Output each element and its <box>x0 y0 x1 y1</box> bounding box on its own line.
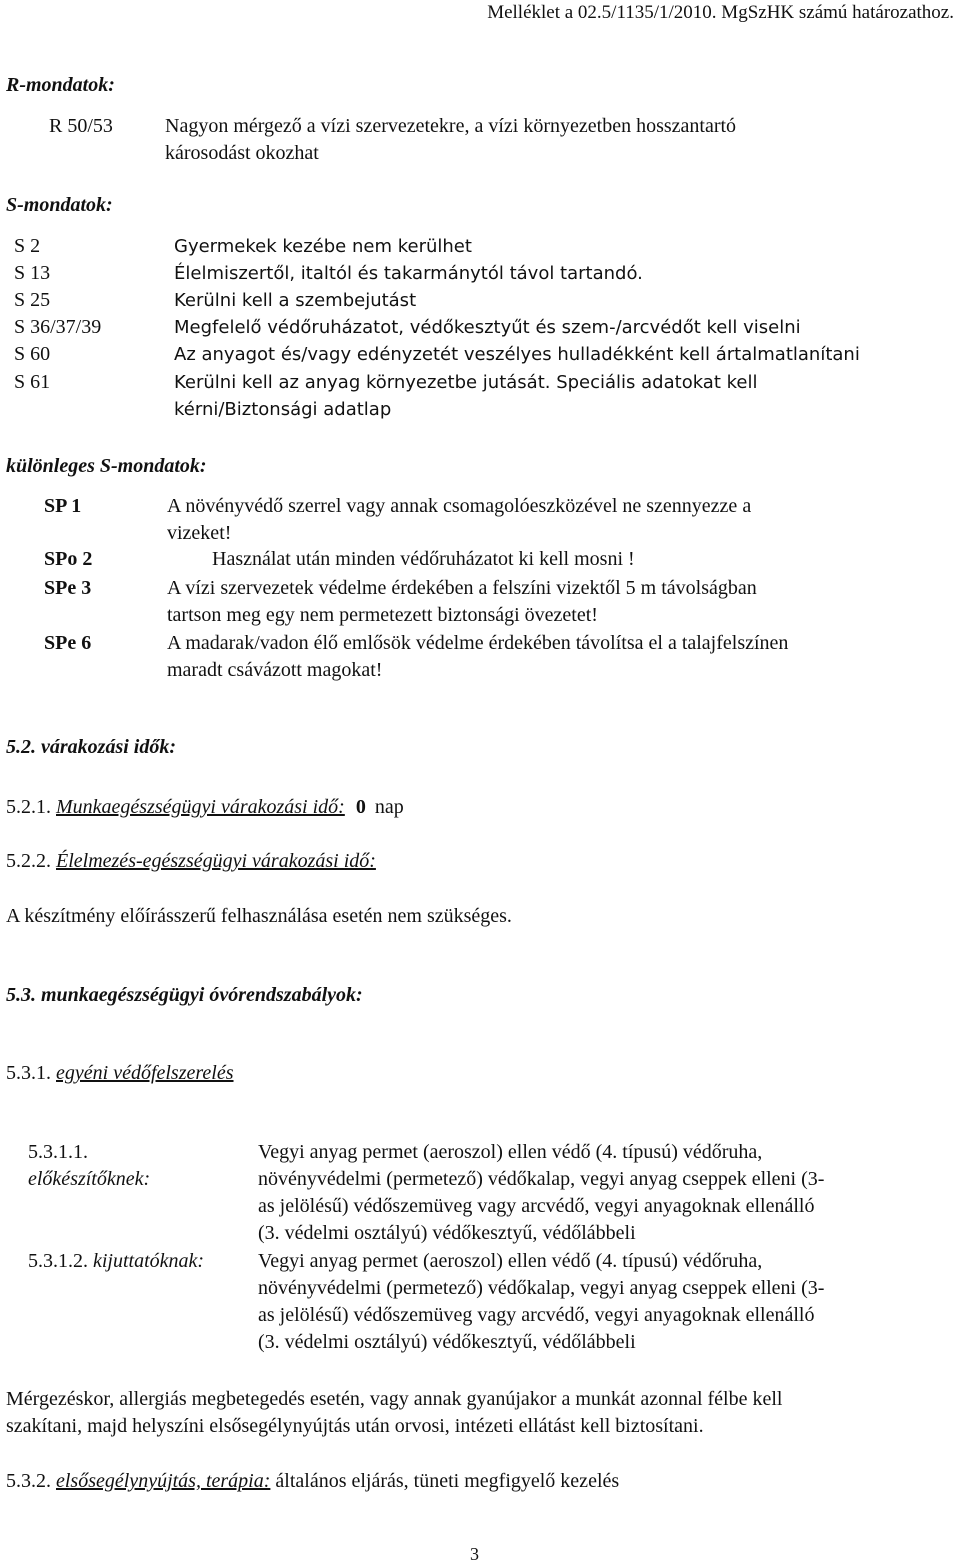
first-aid-label: elsősegélynyújtás, terápia: <box>56 1470 271 1492</box>
preparers-line: as jelölésű) védőszemüveg vagy arcvédő, vegyi anyagoknak ellenálló <box>258 1195 815 1217</box>
special-text-line-2: tartson meg egy nem permetezett biztonsági övezetet! <box>167 604 598 626</box>
work-waiting-num: 5.2.1. <box>6 796 51 818</box>
preparers-line: Vegyi anyag permet (aeroszol) ellen védő (4. típusú) védőruha, <box>258 1141 763 1163</box>
waiting-heading: 5.2. várakozási idők: <box>6 736 176 758</box>
preparers-label: előkészítőknek: <box>28 1168 151 1190</box>
s-text: Az anyagot és/vagy edényzetét veszélyes hulladékként kell ártalmatlanítani <box>174 344 860 365</box>
applicators-label-row <box>28 1248 204 1274</box>
special-text-line-1: A növényvédő szerrel vagy annak csomagolóeszközével ne szennyezze a <box>167 495 752 517</box>
work-waiting-unit: nap <box>374 796 404 818</box>
special-code: SPe 6 <box>44 632 92 654</box>
s-text: Megfelelő védőruházatot, védőkesztyűt és szem-/arcvédőt kell viselni <box>174 317 801 338</box>
special-code: SPo 2 <box>44 548 93 570</box>
special-text-line-1: A vízi szervezetek védelme érdekében a felszíni vizektől 5 m távolságban <box>167 577 757 599</box>
s-code: S 25 <box>14 289 51 311</box>
s-code: S 60 <box>14 343 51 365</box>
poisoning-text-line-2: szakítani, majd helyszíni elsősegélynyújtás után orvosi, intézeti ellátást kell biztosítani. <box>6 1415 704 1437</box>
s-text: Kerülni kell a szembejutást <box>174 290 417 311</box>
special-code: SP 1 <box>44 495 82 517</box>
preparers-line: növényvédelmi (permetező) védőkalap, vegyi anyag cseppek elleni (3- <box>258 1168 825 1190</box>
special-section-title: különleges S-mondatok: <box>6 455 207 477</box>
special-text: Használat után minden védőruházatot ki kell mosni ! <box>212 548 635 570</box>
r-section-title: R-mondatok: <box>6 74 115 96</box>
r-code: R 50/53 <box>49 115 113 137</box>
food-waiting-row <box>6 848 376 874</box>
s-code: S 36/37/39 <box>14 316 102 338</box>
preparers-num: 5.3.1.1. <box>28 1141 88 1163</box>
food-waiting-num: 5.2.2. <box>6 850 51 872</box>
special-text-line-1: A madarak/vadon élő emlősök védelme érdekében távolítsa el a talajfelszínen <box>167 632 789 654</box>
s-text-line-1: Kerülni kell az anyag környezetbe jutását. Speciális adatokat kell <box>174 372 758 393</box>
s-code: S 61 <box>14 371 51 393</box>
s-text-line-2: kérni/Biztonsági adatlap <box>174 399 392 420</box>
preparers-line: (3. védelmi osztályú) védőkesztyű, védőlábbeli <box>258 1222 636 1244</box>
special-text-line-2: vizeket! <box>167 522 232 544</box>
food-waiting-label: Élelmezés-egészségügyi várakozási idő: <box>56 850 376 872</box>
applicators-label: kijuttatóknak: <box>93 1250 205 1272</box>
special-code: SPe 3 <box>44 577 92 599</box>
ppe-subheading <box>6 1060 234 1086</box>
work-waiting-row <box>6 794 404 820</box>
applicators-line: as jelölésű) védőszemüveg vagy arcvédő, vegyi anyagoknak ellenálló <box>258 1304 815 1326</box>
r-text-line-2: károsodást okozhat <box>165 142 319 164</box>
annex-reference: Melléklet a 02.5/1135/1/2010. MgSzHK számú határozathoz. <box>487 2 954 23</box>
r-text-line-1: Nagyon mérgező a vízi szervezetekre, a vízi környezetben hosszantartó <box>165 115 737 137</box>
poisoning-text-line-1: Mérgezéskor, allergiás megbetegedés esetén, vagy annak gyanújakor a munkát azonnal félbe kell <box>6 1388 783 1410</box>
s-text: Élelmiszertől, italtól és takarmánytól távol tartandó. <box>174 263 643 284</box>
food-waiting-text: A készítmény előírásszerű felhasználása esetén nem szükséges. <box>6 905 512 927</box>
work-waiting-value: 0 <box>355 796 366 818</box>
applicators-line: (3. védelmi osztályú) védőkesztyű, védőlábbeli <box>258 1331 636 1353</box>
first-aid-row <box>6 1468 619 1494</box>
applicators-line: növényvédelmi (permetező) védőkalap, vegyi anyag cseppek elleni (3- <box>258 1277 825 1299</box>
ppe-num: 5.3.1. <box>6 1062 51 1084</box>
first-aid-text: általános eljárás, tüneti megfigyelő kezelés <box>275 1470 620 1492</box>
s-section-title: S-mondatok: <box>6 194 113 216</box>
work-waiting-label: Munkaegészségügyi várakozási idő: <box>56 796 345 818</box>
first-aid-num: 5.3.2. <box>6 1470 51 1492</box>
special-text-line-2: maradt csávázott magokat! <box>167 659 383 681</box>
s-text: Gyermekek kezébe nem kerülhet <box>174 236 472 257</box>
s-code: S 2 <box>14 235 41 257</box>
safety-heading: 5.3. munkaegészségügyi óvórendszabályok: <box>6 984 363 1006</box>
applicators-line: Vegyi anyag permet (aeroszol) ellen védő (4. típusú) védőruha, <box>258 1250 763 1272</box>
s-code: S 13 <box>14 262 51 284</box>
applicators-num: 5.3.1.2. <box>28 1250 88 1272</box>
ppe-label: egyéni védőfelszerelés <box>56 1062 234 1084</box>
page-number: 3 <box>470 1544 479 1564</box>
